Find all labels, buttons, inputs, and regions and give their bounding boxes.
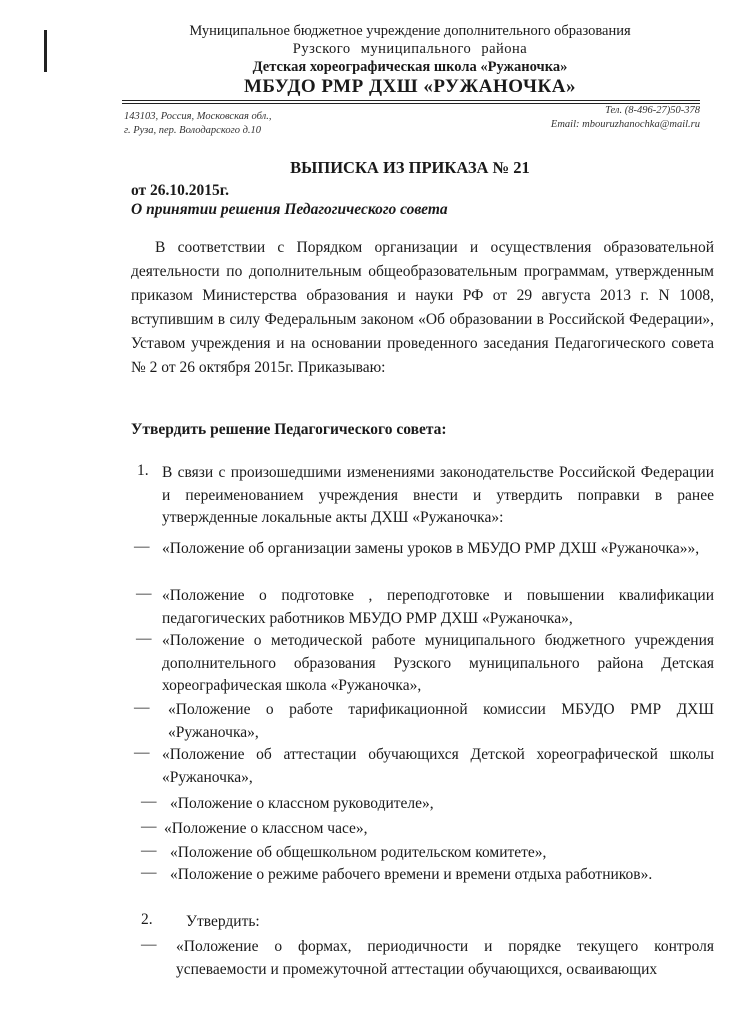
list-item: «Положение о режиме рабочего времени и времени отдыха работников». [170,866,653,883]
phone-text: Тел. (8-496-27)50-378 [605,105,700,116]
letterhead [120,22,700,98]
list-item: «Положение о методической работе муниципального бюджетного учреждения дополнительного образования Рузского муниципального района Детская хореографическая школа «Ружаночка», [162,632,714,694]
org-name-line: Муниципальное бюджетное учреждение дополнительного образования [189,23,631,39]
school-name-line: Детская хореографическая школа «Ружаночка» [252,59,568,75]
list-dash: — [141,864,157,881]
list-item: «Положение об общешкольном родительском комитете», [170,844,547,861]
list-item: «Положение о работе тарификационной комиссии МБУДО РМР ДХШ «Ружаночка», [168,701,714,741]
list-item: «Положение о классном часе», [164,820,368,837]
address-line-1: 143103, Россия, Московская обл., [124,111,272,122]
list-item: «Положение о классном руководителе», [170,795,434,812]
list-dash: — [136,630,152,647]
school-abbrev: МБУДО РМР ДХШ «РУЖАНОЧКА» [243,76,576,97]
email-text: Email: mbouruzhanochka@mail.ru [550,119,700,130]
list-item: «Положение о формах, периодичности и порядке текущего контроля успеваемости и промежуточной аттестации обучающихся, осваивающих [176,938,714,978]
section-1-text: В связи с произошедшими изменениями законодательстве Российской Федерации и переименованием учреждения внести и утвердить поправки в ранее утвержденные локальные акты ДХШ «Ружаночка»: [162,464,714,526]
district-line: Рузского муниципального района [292,41,528,57]
intro-paragraph: В соответствии с Порядком организации и осуществления образовательной деятельности по дополнительным общеобразовательным программам, утвержденным приказом Министерства образования и науки РФ от 29 августа 2013 г. N 1008, вступившим в силу Федеральным законом «Об образовании в Российской Федерации», Уставом учреждения и на основании проведенного заседания Педагогического совета № 2 от 26 октября 2015г. Приказываю: [131,239,714,376]
document-subject: О принятии решения Педагогического совета [131,201,448,218]
address-block [124,110,271,138]
section-1-number: 1. [137,462,149,479]
binder-mark [44,30,47,72]
list-dash: — [134,744,150,761]
contact-block [551,104,700,132]
address-line-2: г. Руза, пер. Володарского д.10 [124,125,262,136]
list-dash: — [141,818,157,835]
header-rule-top [122,100,700,101]
list-dash: — [141,936,157,953]
section-2-text: Утвердить: [186,913,260,930]
list-dash: — [141,793,157,810]
list-item: «Положение о подготовке , переподготовке и повышении квалификации педагогических работников МБУДО РМР ДХШ «Ружаночка», [162,587,714,627]
section-2-number: 2. [141,911,153,928]
document-date: от 26.10.2015г. [131,182,229,199]
decision-heading: Утвердить решение Педагогического совета: [131,421,447,438]
list-dash: — [134,538,150,555]
list-dash: — [141,842,157,859]
list-item: «Положение об организации замены уроков в МБУДО РМР ДХШ «Ружаночка»», [162,540,700,557]
list-dash: — [134,699,150,716]
list-item: «Положение об аттестации обучающихся Детской хореографической школы «Ружаночка», [162,746,714,786]
list-dash: — [136,585,152,602]
document-title: ВЫПИСКА ИЗ ПРИКАЗА № 21 [290,158,530,177]
